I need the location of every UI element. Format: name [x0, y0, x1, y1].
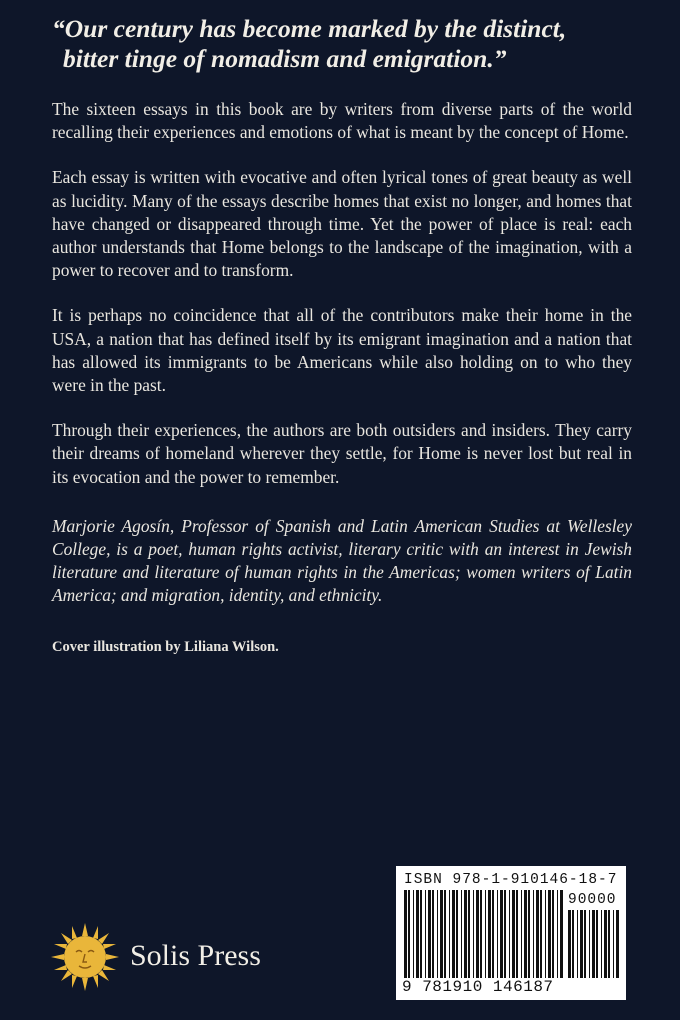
pull-quote-line-1: “Our century has become marked by the distinct,: [52, 14, 567, 43]
blurb-text: [52, 98, 632, 681]
publisher-name: Solis Press: [130, 939, 261, 972]
blurb-paragraph-4: Through their experiences, the authors are both outsiders and insiders. They carry their dreams of homeland wherever they settle, for Home is never lost but real in its evocation and the power to remember.: [52, 420, 632, 487]
ean-digits-label: 9 781910 146187: [402, 978, 554, 996]
pull-quote-line-2: bitter tinge of nomadism and emigration.”: [63, 44, 507, 73]
isbn-barcode: [396, 866, 626, 1000]
blurb-paragraph-1: The sixteen essays in this book are by writers from diverse parts of the world recalling their experiences and emotions of what is meant by the concept of Home.: [52, 99, 632, 143]
isbn-label: ISBN 978-1-910146-18-7: [404, 872, 618, 888]
author-bio: Marjorie Agosín, Professor of Spanish and Latin American Studies at Wellesley College, is a poet, human rights activist, literary critic with an interest in Jewish literature and literature of human rights in the Americas; women writers of Latin America; and migration, identity, and ethnicity.: [52, 515, 632, 606]
ean-barcode-bars: [404, 890, 564, 978]
addon-barcode-bars: [568, 910, 622, 978]
barcode-addon-label: 90000: [568, 892, 617, 908]
blurb-paragraph-3: It is perhaps no coincidence that all of the contributors make their home in the USA, a nation that has defined itself by its emigrant imagination and a nation that has allowed its immigrants to be Americans while also holding on to who they were in the past.: [52, 305, 632, 396]
blurb-paragraph-2: Each essay is written with evocative and often lyrical tones of great beauty as well as lucidity. Many of the essays describe homes that exist no longer, and homes that have changed or disappeared through time. Yet the power of place is real: each author understands that Home belongs to the landscape of the imagination, with a power to recover and to transform.: [52, 167, 632, 281]
sun-face-icon: [50, 922, 120, 992]
cover-illustration-credit: Cover illustration by Liliana Wilson.: [52, 638, 279, 655]
pull-quote: [52, 14, 652, 74]
